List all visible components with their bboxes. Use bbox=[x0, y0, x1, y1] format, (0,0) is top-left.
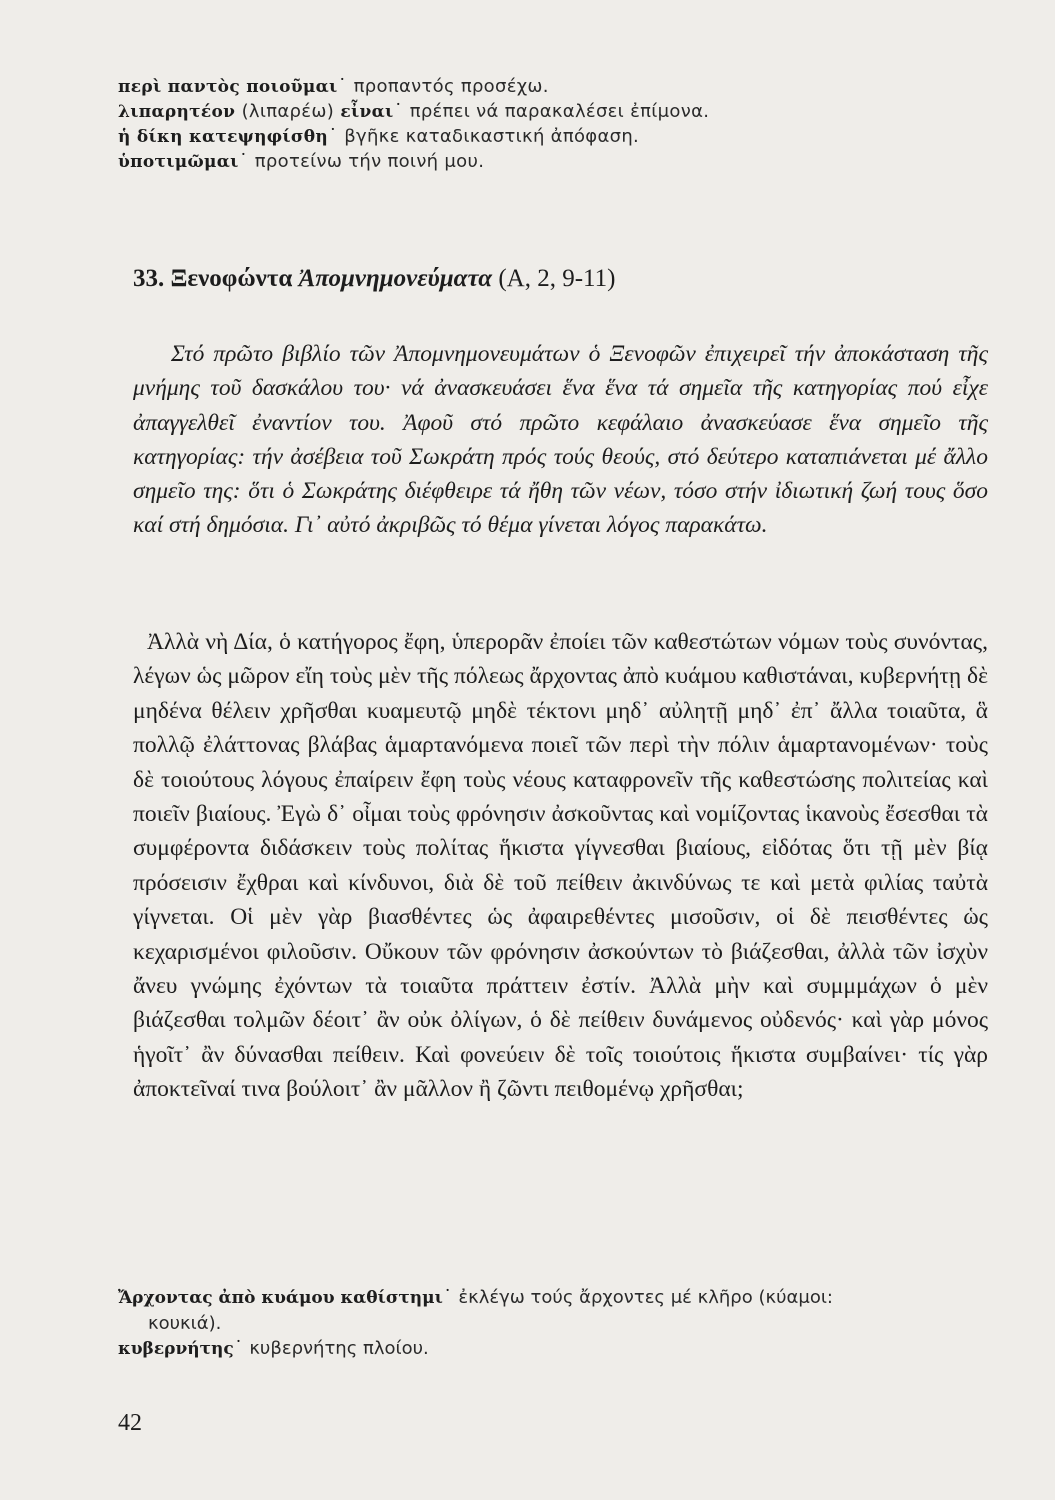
glossary-entry bbox=[118, 149, 998, 175]
glossary-entry bbox=[118, 124, 998, 150]
footnote-separator: ˙ bbox=[442, 1286, 453, 1308]
footnote-definition: κυβερνήτης πλοίου. bbox=[249, 1338, 429, 1359]
glossary-separator: ˙ bbox=[337, 75, 348, 97]
section-number: 33. bbox=[133, 265, 165, 292]
glossary-term: περὶ παντὸς ποιοῦμαι bbox=[118, 77, 338, 97]
footnote-definition: ἐκλέγω τούς ἄρχοντες μέ κλῆρο (κύαμοι: bbox=[458, 1287, 833, 1308]
glossary-definition: πρέπει νά παρακαλέσει ἐπίμονα. bbox=[409, 101, 710, 122]
glossary-term: λιπαρητέον bbox=[118, 102, 236, 122]
footnote-entry bbox=[118, 1336, 998, 1362]
glossary-term: εἶναι bbox=[340, 102, 394, 122]
section-author: Ξενοφώντα bbox=[170, 265, 293, 292]
glossary-separator: ˙ bbox=[393, 100, 404, 122]
glossary-definition: προπαντός προσέχω. bbox=[353, 76, 549, 97]
footnote-separator: ˙ bbox=[233, 1337, 244, 1359]
footnote-entry bbox=[118, 1285, 998, 1311]
footnotes bbox=[118, 1285, 998, 1362]
glossary-separator: ˙ bbox=[328, 125, 338, 147]
section-heading bbox=[133, 262, 933, 296]
original-text-block bbox=[133, 625, 988, 1107]
glossary-term: ὑποτιμῶμαι bbox=[118, 152, 239, 172]
glossary-term: ἡ δίκη κατεψηφίσθη bbox=[118, 127, 329, 147]
page-number: 42 bbox=[118, 1410, 142, 1436]
intro-paragraph bbox=[133, 337, 988, 543]
footnote-definition-continued: κουκιά). bbox=[148, 1313, 222, 1334]
section-reference: (Α, 2, 9-11) bbox=[498, 265, 616, 292]
intro-text: Στό πρῶτο βιβλίο τῶν Ἀπομνημονευμάτων ὁ Ξενοφῶν ἐπιχειρεῖ τήν ἀποκάσταση τῆς μνήμης τοῦ δασκάλου του· νά ἀνασκευάσει ἕνα ἕνα τά σημεῖα τῆς κατηγορίας πού εἶχε ἀπαγγελθεῖ ἐναντίον του. Ἀφοῦ στό πρῶτο κεφάλαιο ἀνασκεύασε ἕνα σημεῖο τῆς κατηγορίας: τήν ἀσέβεια τοῦ Σωκράτη πρός τούς θεούς, στό δεύτερο καταπιάνεται μέ ἄλλο σημεῖο της: ὅτι ὁ Σωκράτης διέφθειρε τά ἤθη τῶν νέων, τόσο στήν ἰδιωτική ζωή τους ὅσο καί στή δημόσια. Γι᾿ αὐτό ἀκριβῶς τό θέμα γίνεται λόγος παρακάτω. bbox=[133, 341, 988, 539]
section-work-title: Ἀπομνημονεύματα bbox=[298, 265, 493, 292]
glossary-separator: ˙ bbox=[238, 150, 249, 172]
original-text: Ἀλλὰ νὴ Δία, ὁ κατήγορος ἔφη, ὑπερορᾶν ἐποίει τῶν καθεστώτων νόμων τοὺς συνόντας, λέγων ὡς μῶρον εἴη τοὺς μὲν τῆς πόλεως ἄρχοντας ἀπὸ κυάμου καθιστάναι, κυβερνήτῃ δὲ μηδένα θέλειν χρῆσθαι κυαμευτῷ μηδὲ τέκτονι μηδ᾿ αὐλητῇ μηδ᾿ ἐπ᾿ ἄλλα τοιαῦτα, ἃ πολλῷ ἐλάττονας βλάβας ἁμαρτανόμενα ποιεῖ τῶν περὶ τὴν πόλιν ἁμαρτανομένων· τοὺς δὲ τοιούτους λόγους ἐπαίρειν ἔφη τοὺς νέους καταφρονεῖν τῆς καθεστώσης πολιτείας καὶ ποιεῖν βιαίους. Ἐγὼ δ᾿ οἶμαι τοὺς φρόνησιν ἀσκοῦντας καὶ νομίζοντας ἱκανοὺς ἔσεσθαι τὰ συμφέροντα διδάσκειν τοὺς πολίτας ἥκιστα γίγνεσθαι βιαίους, εἰδότας ὅτι τῇ μὲν βίᾳ πρόσεισιν ἔχθραι καὶ κίνδυνοι, διὰ δὲ τοῦ πείθειν ἀκινδύνως τε καὶ μετὰ φιλίας ταὐτὰ γίγνεται. Οἱ μὲν γὰρ βιασθέντες ὡς ἀφαιρεθέντες μισοῦσιν, οἱ δὲ πεισθέντες ὡς κεχαρισμένοι φιλοῦσιν. Οὔκουν τῶν φρόνησιν ἀσκούντων τὸ βιάζεσθαι, ἀλλὰ τῶν ἰσχὺν ἄνευ γνώμης ἐχόντων τὰ τοιαῦτα πράττειν ἐστίν. Ἀλλὰ μὴν καὶ συμμμάχων ὁ μὲν βιάζεσθαι τολμῶν δέοιτ᾿ ἂν οὐκ ὀλίγων, ὁ δὲ πείθειν δυνάμενος οὐδενός· καὶ γὰρ μόνος ἡγοῖτ᾿ ἂν δύνασθαι πείθειν. Καὶ φονεύειν δὲ τοῖς τοιούτοις ἥκιστα συμβαίνει· τίς γὰρ ἀποκτεῖναί τινα βούλοιτ᾿ ἂν μᾶλλον ἢ ζῶντι πειθομένῳ χρῆσθαι; bbox=[133, 629, 988, 1103]
footnote-term: Ἄρχοντας ἀπὸ κυάμου καθίστημι bbox=[118, 1288, 443, 1308]
footnote-term: κυβερνήτης bbox=[118, 1339, 234, 1359]
glossary-definition: προτείνω τήν ποινή μου. bbox=[254, 151, 485, 172]
glossary-definition: βγῆκε καταδικαστική ἀπόφαση. bbox=[344, 126, 640, 147]
glossary-entry bbox=[118, 74, 998, 100]
glossary-note: (λιπαρέω) bbox=[241, 101, 335, 122]
footnote-entry-continuation bbox=[118, 1311, 998, 1336]
glossary-entry bbox=[118, 99, 998, 125]
